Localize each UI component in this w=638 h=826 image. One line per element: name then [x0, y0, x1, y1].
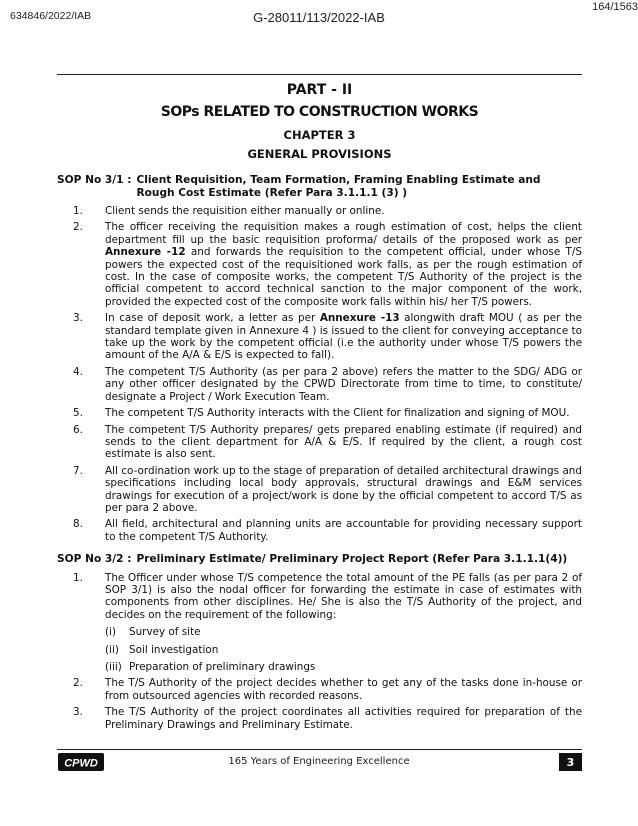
- sub-list-item: [57, 644, 582, 656]
- file-number: 634846/2022/IAB: [10, 10, 92, 22]
- file-stamp: G-28011/113/2022-IAB: [253, 10, 385, 25]
- item-text: The T/S Authority of the project coordinates all activities required for preparation of the Preliminary Drawings and Preliminary Estimate.: [105, 706, 582, 731]
- item-number: 2.: [73, 677, 83, 690]
- page-number: 3: [559, 753, 582, 771]
- list-item: [57, 312, 582, 362]
- chapter-title: CHAPTER 3: [283, 128, 356, 142]
- sub-item-number: (ii): [105, 643, 119, 656]
- item-text: [105, 221, 582, 308]
- list-item: [57, 424, 582, 461]
- sop-heading: [57, 553, 582, 566]
- sub-item-text: Survey of site: [129, 626, 201, 639]
- sop-heading: [57, 174, 582, 199]
- sub-list-item: [57, 661, 582, 673]
- header-rule: [57, 74, 582, 75]
- list-item: [57, 677, 582, 702]
- item-text: All field, architectural and planning units are accountable for providing necessary support to the competent T/S Authority.: [105, 518, 582, 543]
- sop-number: SOP No 3/2 :: [57, 553, 132, 565]
- section-title: SOPs RELATED TO CONSTRUCTION WORKS: [160, 104, 479, 120]
- sub-item-text: Preparation of preliminary drawings: [129, 660, 316, 673]
- sub-item-number: (i): [105, 626, 116, 639]
- item-number: 1.: [73, 571, 83, 584]
- item-number: 3.: [73, 706, 83, 719]
- list-item: [57, 518, 582, 543]
- list-item: [57, 366, 582, 403]
- item-text: All co-ordination work up to the stage of preparation of detailed architectural drawings and specifications including local body approvals, structural drawings and E&M services drawings for execution of a project/work is done by the official competent to accord T/S as per para 2 above.: [105, 464, 582, 514]
- item-text-part: In case of deposit work, a letter as per: [105, 312, 320, 325]
- list-item: [57, 572, 582, 622]
- item-text: [105, 312, 582, 362]
- list-item: [57, 221, 582, 308]
- svg-text:CPWD: CPWD: [64, 757, 98, 769]
- item-text: The T/S Authority of the project decides whether to get any of the tasks done in-house or from outsourced agencies with recorded reasons.: [105, 677, 582, 702]
- list-item: [57, 407, 582, 419]
- page-counter: 164/1563: [592, 1, 638, 13]
- item-number: 2.: [73, 221, 83, 234]
- item-text: The competent T/S Authority prepares/ gets prepared enabling estimate (if required) and sends to the client department for A/A & E/S. If required by the client, a rough cost estimate is also sent.: [105, 423, 582, 461]
- item-text-part: alongwith draft MOU ( as per the standard template given in Annexure 4 ) is issued to the client for conveying acceptance to take up the work by the competent official (i.e the authority under whose T/S powers the amount of the A/A & E/S is expected to fall).: [105, 312, 583, 362]
- list-item: [57, 465, 582, 515]
- sop-title: Preliminary Estimate/ Preliminary Project Report (Refer Para 3.1.1.1(4)): [136, 553, 568, 565]
- chapter-subtitle: GENERAL PROVISIONS: [247, 147, 392, 161]
- item-number: 1.: [73, 205, 83, 217]
- item-number: 4.: [73, 365, 83, 378]
- sub-item-text: Soil investigation: [129, 643, 219, 656]
- item-number: 6.: [73, 423, 83, 436]
- item-text-part: The officer receiving the requisition makes a rough estimation of cost, helps the client department fill up the basic requisition proforma/ details of the proposed work as per: [105, 221, 582, 246]
- footer-tagline: 165 Years of Engineering Excellence: [228, 756, 410, 767]
- item-number: 3.: [73, 312, 83, 325]
- sub-list-item: [57, 626, 582, 638]
- annexure-ref: Annexure -12: [105, 246, 186, 259]
- sop-title: Client Requisition, Team Formation, Framing Enabling Estimate and Rough Cost Estimate (Refer Para 3.1.1.1 (3) ): [136, 174, 541, 199]
- sop-3-1: [57, 174, 582, 543]
- item-text: The competent T/S Authority interacts with the Client for finalization and signing of MOU.: [105, 407, 570, 420]
- item-number: 7.: [73, 464, 83, 477]
- sop-3-2: [57, 553, 582, 731]
- list-item: [57, 706, 582, 731]
- annexure-ref: Annexure -13: [319, 312, 400, 325]
- item-text: The Officer under whose T/S competence the total amount of the PE falls (as per para 2 of SOP 3/1) is also the nodal officer for forwarding the estimate in case of estimates with components from other disciplines. He/ She is also the T/S Authority of the project, and decides on the requirement of the following:: [105, 571, 582, 621]
- item-text-part: and forwards the requisition to the competent official, under whose T/S powers the expected cost of the requisitioned work falls, as per the rough estimation of cost. In the case of composite works, the competent T/S Authority of the project is the official competent to accord technical sanction to the major component of the work, provided the expected cost of the composite work falls within his/ her T/S powers.: [105, 246, 582, 308]
- sop-number: SOP No 3/1 :: [57, 174, 132, 186]
- list-item: [57, 205, 582, 217]
- item-number: 8.: [73, 518, 83, 531]
- sub-item-number: (iii): [105, 660, 122, 673]
- item-text: The competent T/S Authority (as per para 2 above) refers the matter to the SDG/ ADG or any other officer designated by the CPWD Directorate from time to time, to constitute/ designate a Project / Work Execution Team.: [105, 365, 582, 403]
- item-number: 5.: [73, 407, 83, 420]
- part-title: PART - II: [286, 82, 353, 98]
- footer-rule: [57, 749, 582, 750]
- item-text: Client sends the requisition either manually or online.: [105, 205, 385, 217]
